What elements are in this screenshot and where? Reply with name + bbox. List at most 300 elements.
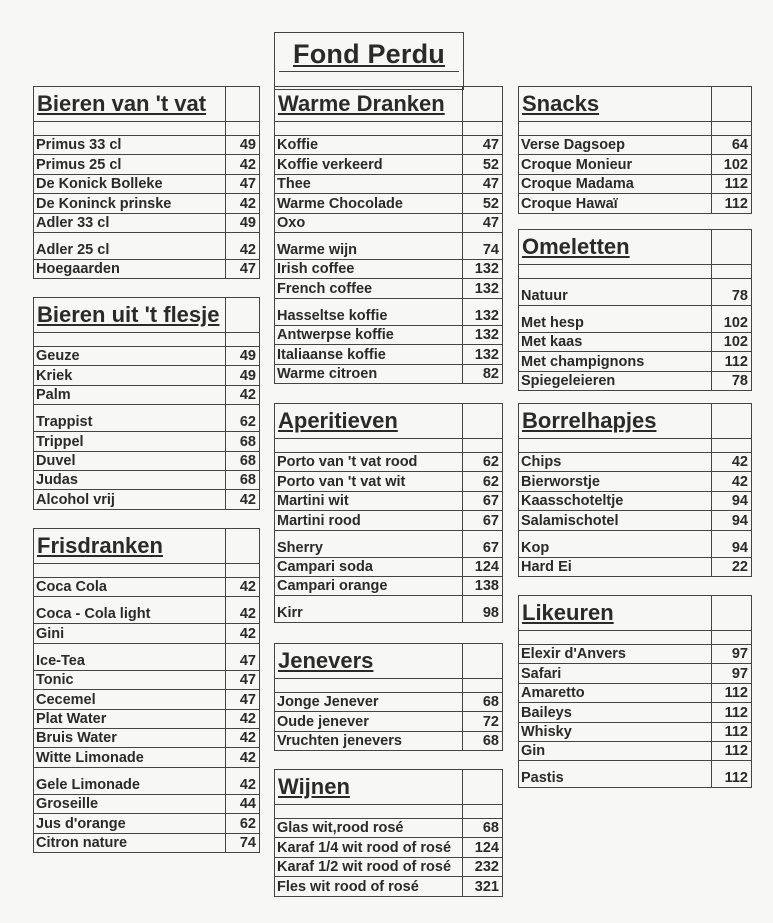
menu-item-name: Citron nature [36,834,128,851]
price-divider [711,558,712,576]
menu-item-price: 321 [474,878,499,895]
menu-item-price: 132 [474,327,499,344]
section-header [34,297,260,347]
menu-item-price: 62 [482,454,499,471]
menu-item-price: 62 [239,414,256,431]
price-divider [225,175,226,193]
price-divider [711,453,712,471]
menu-item-price: 67 [482,539,499,556]
menu-item-row [275,260,503,279]
menu-item-row [275,531,503,558]
menu-item-name: Sherry [277,539,323,556]
menu-item-price: 68 [239,433,256,450]
menu-item-name: Italiaanse koffie [277,346,386,363]
menu-item-name: Warme citroen [277,365,378,382]
section-borrelhapjes [518,403,752,577]
menu-item-row [34,194,260,213]
menu-item-price: 47 [482,176,499,193]
menu-item-price: 42 [239,730,256,747]
menu-item-price: 78 [731,373,748,390]
menu-item-price: 42 [239,491,256,508]
menu-item-price: 94 [731,539,748,556]
price-divider [225,366,226,384]
menu-item-price: 112 [724,176,748,193]
menu-item-name: Bierworstje [521,473,600,490]
menu-item-name: Porto van 't vat wit [277,473,406,490]
menu-item-row [275,732,503,751]
section-header [519,595,752,645]
menu-item-name: Verse Dagsoep [521,137,625,154]
price-divider [711,492,712,510]
menu-item-name: Koffie verkeerd [277,156,383,173]
column-divider [462,770,463,818]
menu-item-price: 64 [731,137,748,154]
menu-item-price: 47 [239,691,256,708]
menu-item-name: Amaretto [521,685,585,702]
menu-item-price: 112 [724,685,748,702]
price-divider [225,834,226,852]
menu-item-row [34,795,260,814]
menu-item-price: 42 [239,776,256,793]
menu-item-row [275,453,503,472]
price-divider [462,693,463,711]
price-divider [225,471,226,489]
menu-item-price: 124 [474,558,499,575]
menu-item-price: 47 [239,176,256,193]
section-title: Wijnen [278,774,350,799]
menu-item-price: 132 [474,261,499,278]
menu-item-row [275,558,503,577]
price-divider [711,175,712,193]
menu-item-price: 42 [239,579,256,596]
menu-item-row [275,492,503,511]
menu-item-name: Trappist [36,414,93,431]
section-header [275,86,503,136]
section-title: Aperitieven [278,408,398,433]
menu-item-price: 42 [239,710,256,727]
price-divider [225,386,226,404]
header-rule [519,630,751,631]
menu-item-row [519,136,752,155]
column-divider [711,596,712,644]
menu-item-row [34,578,260,597]
price-divider [225,452,226,470]
menu-item-name: Hoegaarden [36,261,120,278]
menu-item-row [275,299,503,326]
price-divider [462,819,463,837]
menu-item-name: Met hesp [521,315,584,331]
menu-item-name: Geuze [36,348,80,365]
menu-item-row [34,690,260,709]
menu-item-name: Trippel [36,433,84,450]
section-header [275,769,503,819]
menu-item-row [519,684,752,703]
price-divider [711,664,712,682]
menu-item-price: 52 [482,195,499,212]
menu-item-price: 42 [239,387,256,404]
menu-item-name: Koffie [277,137,319,154]
menu-item-price: 47 [239,672,256,689]
price-divider [711,472,712,490]
menu-item-name: Croque Hawaï [521,195,618,212]
menu-item-row [275,877,503,896]
menu-title-box [274,32,464,90]
menu-item-price: 22 [731,558,748,575]
menu-item-row [34,405,260,432]
menu-item-name: French coffee [277,280,373,297]
price-divider [462,577,463,595]
menu-item-row [34,233,260,260]
menu-item-price: 68 [239,472,256,489]
menu-item-row [275,511,503,530]
price-divider [711,742,712,760]
menu-item-row [519,511,752,530]
menu-item-row [34,624,260,643]
menu-item-row [275,596,503,623]
price-divider [225,136,226,154]
price-divider [462,511,463,529]
price-divider [225,233,226,259]
column-divider [225,298,226,346]
menu-item-row [34,260,260,279]
menu-item-price: 232 [474,859,499,876]
menu-item-row [519,372,752,391]
price-divider [711,761,712,787]
price-divider [711,333,712,351]
menu-item-name: Karaf 1/4 wit rood of rosé [277,839,452,856]
column-divider [462,404,463,452]
menu-item-price: 47 [482,214,499,231]
section-title: Jenevers [278,648,374,673]
menu-item-row [519,531,752,558]
header-rule [519,438,751,439]
menu-item-row [519,723,752,742]
menu-item-price: 62 [239,815,256,832]
price-divider [225,432,226,450]
menu-item-row [34,671,260,690]
price-divider [462,175,463,193]
menu-item-row [34,768,260,795]
price-divider [225,795,226,813]
menu-item-name: Pastis [521,770,564,787]
section-warme-dranken [274,86,503,384]
column-divider [711,87,712,135]
menu-item-price: 97 [731,665,748,682]
menu-item-name: Croque Madama [521,176,634,193]
menu-item-row [519,492,752,511]
section-title: Frisdranken [37,533,163,558]
menu-item-price: 112 [724,353,748,370]
menu-item-price: 112 [724,743,748,760]
price-divider [225,768,226,794]
menu-item-price: 94 [731,512,748,529]
menu-item-row [34,490,260,509]
menu-item-name: Groseille [36,796,99,813]
menu-item-name: Primus 33 cl [36,137,122,154]
price-divider [711,352,712,370]
menu-item-row [34,814,260,833]
menu-item-price: 102 [723,156,748,173]
menu-item-price: 42 [239,606,256,623]
section-header [34,86,260,136]
menu-item-price: 42 [239,625,256,642]
menu-item-price: 52 [482,156,499,173]
menu-item-row [275,279,503,298]
menu-title: Fond Perdu [293,38,445,69]
price-divider [225,597,226,623]
menu-item-name: Karaf 1/2 wit rood of rosé [277,859,452,876]
section-header [34,528,260,578]
menu-item-row [519,194,752,213]
price-divider [711,306,712,332]
menu-item-row [275,693,503,712]
menu-item-name: Thee [277,176,311,193]
menu-item-name: Bruis Water [36,730,117,747]
menu-item-price: 44 [239,796,256,813]
menu-item-name: Campari soda [277,558,373,575]
section-likeuren [518,595,752,788]
price-divider [462,558,463,576]
menu-item-row [275,712,503,731]
menu-item-row [519,306,752,333]
menu-item-row [519,645,752,664]
menu-item-row [34,155,260,174]
menu-item-row [34,214,260,233]
price-divider [225,644,226,670]
menu-item-row [519,742,752,761]
menu-item-price: 42 [239,241,256,258]
menu-item-name: Palm [36,387,71,404]
menu-item-name: Adler 33 cl [36,214,110,231]
menu-item-row [275,838,503,857]
price-divider [462,712,463,730]
menu-item-name: Martini rood [277,512,361,529]
menu-item-name: Spiegeleieren [521,373,616,390]
menu-item-name: Porto van 't vat rood [277,454,418,471]
menu-item-name: Adler 25 cl [36,241,110,258]
menu-item-price: 68 [482,694,499,711]
menu-item-name: Gele Limonade [36,776,140,793]
menu-item-price: 49 [239,348,256,365]
menu-item-name: Antwerpse koffie [277,327,394,344]
menu-item-price: 42 [731,454,748,471]
price-divider [462,299,463,325]
menu-item-row [275,345,503,364]
menu-item-row [34,175,260,194]
section-header [519,403,752,453]
menu-item-row [519,155,752,174]
column-divider [225,87,226,135]
menu-item-price: 68 [482,733,499,750]
column-divider [225,529,226,577]
price-divider [462,365,463,383]
menu-item-name: Cecemel [36,691,96,708]
price-divider [462,194,463,212]
menu-item-name: Chips [521,454,562,471]
menu-item-price: 68 [482,820,499,837]
menu-item-row [34,366,260,385]
menu-item-price: 47 [482,137,499,154]
menu-item-name: Fles wit rood of rosé [277,878,419,895]
menu-item-price: 132 [474,280,499,297]
menu-item-row [34,471,260,490]
section-omeletten [518,229,752,391]
menu-item-row [34,452,260,471]
price-divider [462,838,463,856]
price-divider [711,136,712,154]
price-divider [462,214,463,232]
menu-item-row [519,664,752,683]
menu-item-row [34,834,260,853]
menu-item-name: Campari orange [277,578,388,595]
menu-item-row [34,386,260,405]
price-divider [711,194,712,212]
menu-item-row [275,233,503,260]
menu-item-row [34,729,260,748]
menu-item-name: De Konick Bolleke [36,176,163,193]
menu-item-name: Jonge Jenever [277,694,379,711]
price-divider [225,814,226,832]
menu-item-row [519,453,752,472]
section-title: Snacks [522,91,600,116]
price-divider [225,710,226,728]
menu-item-name: Hasseltse koffie [277,307,388,324]
menu-item-name: Ice-Tea [36,652,85,669]
section-title: Likeuren [522,600,614,625]
menu-item-price: 72 [482,713,499,730]
column-divider [711,404,712,452]
price-divider [462,472,463,490]
section-title: Warme Dranken [278,91,445,116]
menu-item-name: Judas [36,472,78,489]
price-divider [711,155,712,173]
price-divider [462,596,463,622]
menu-item-row [275,175,503,194]
menu-item-row [34,597,260,624]
price-divider [225,214,226,232]
menu-item-row [34,710,260,729]
section-snacks [518,86,752,214]
menu-item-name: Irish coffee [277,261,355,278]
menu-item-name: Alcohol vrij [36,491,115,508]
section-title: Borrelhapjes [522,408,657,433]
menu-item-name: Elexir d'Anvers [521,646,626,663]
menu-item-row [275,365,503,384]
price-divider [462,492,463,510]
menu-item-price: 42 [239,156,256,173]
menu-item-row [275,858,503,877]
menu-item-price: 42 [731,473,748,490]
menu-item-name: Coca - Cola light [36,606,151,623]
menu-item-price: 112 [724,723,748,740]
menu-item-name: Gin [521,743,546,760]
section-title: Bieren uit 't flesje [37,302,220,327]
menu-item-price: 42 [239,749,256,766]
menu-item-price: 94 [731,493,748,510]
menu-item-name: Martini wit [277,493,349,510]
menu-item-name: Hard Ei [521,558,572,575]
column-divider [711,230,712,278]
menu-item-price: 112 [724,195,748,212]
menu-item-price: 138 [474,578,499,595]
price-divider [225,729,226,747]
menu-item-row [275,819,503,838]
menu-item-row [275,472,503,491]
menu-item-row [275,577,503,596]
menu-item-name: Tonic [36,672,74,689]
section-jenevers [274,643,503,751]
section-title: Bieren van 't vat [37,91,207,116]
section-bieren-flesje [33,297,260,510]
price-divider [462,732,463,750]
section-aperitieven [274,403,503,623]
section-bieren-vat [33,86,260,279]
menu-item-name: Whisky [521,723,572,740]
price-divider [462,260,463,278]
menu-item-name: Salamischotel [521,512,619,529]
price-divider [462,877,463,895]
menu-item-price: 49 [239,367,256,384]
price-divider [462,345,463,363]
price-divider [225,690,226,708]
price-divider [225,624,226,642]
menu-item-name: Oxo [277,214,306,231]
menu-item-name: Duvel [36,452,76,469]
price-divider [225,194,226,212]
header-rule [275,678,502,679]
menu-item-row [34,347,260,366]
menu-item-name: Kriek [36,367,73,384]
menu-item-price: 97 [731,646,748,663]
menu-item-price: 74 [482,241,499,258]
price-divider [462,136,463,154]
menu-item-row [275,326,503,345]
menu-title-cell [279,37,459,72]
menu-item-price: 132 [474,307,499,324]
menu-item-price: 112 [724,704,748,721]
menu-item-row [519,352,752,371]
menu-item-price: 98 [482,605,499,622]
price-divider [711,723,712,741]
menu-item-row [519,472,752,491]
menu-item-price: 78 [731,288,748,304]
menu-item-row [519,703,752,722]
price-divider [225,260,226,278]
price-divider [225,155,226,173]
price-divider [711,531,712,557]
menu-item-row [34,432,260,451]
header-rule [519,264,751,265]
price-divider [462,279,463,297]
price-divider [225,578,226,596]
menu-item-price: 132 [474,346,499,363]
menu-item-name: Gini [36,625,65,642]
section-header [275,403,503,453]
price-divider [711,372,712,390]
menu-item-row [275,136,503,155]
price-divider [462,233,463,259]
price-divider [711,279,712,305]
price-divider [462,858,463,876]
menu-item-price: 67 [482,493,499,510]
menu-item-price: 62 [482,473,499,490]
price-divider [225,347,226,365]
menu-item-name: Warme wijn [277,241,358,258]
section-title: Omeletten [522,234,630,259]
menu-item-row [34,644,260,671]
menu-item-row [275,214,503,233]
menu-item-price: 74 [239,834,256,851]
